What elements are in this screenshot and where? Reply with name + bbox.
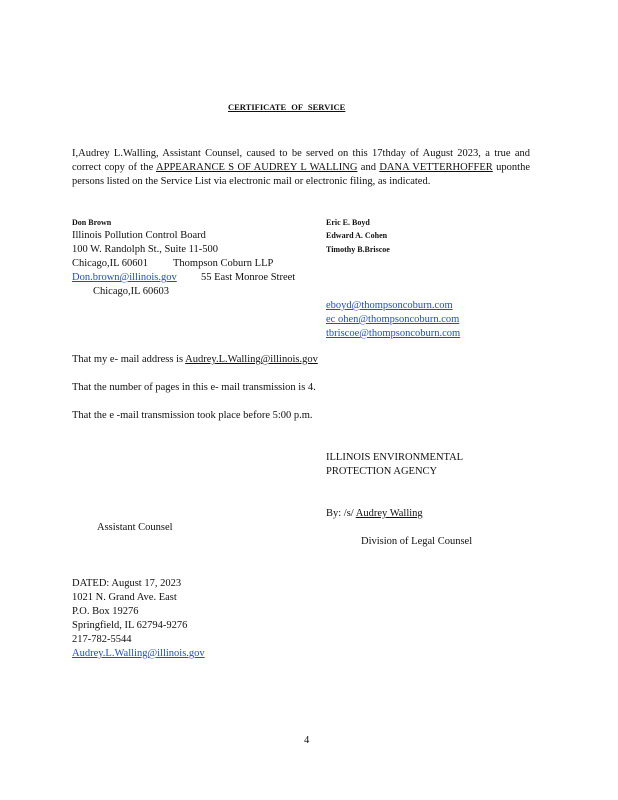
signature-name: Audrey Walling: [355, 508, 423, 519]
agency-line2: PROTECTION AGENCY: [326, 466, 438, 477]
signature-title: Assistant Counsel: [97, 522, 173, 533]
service-left-email[interactable]: Don.brown@illinois.gov: [72, 272, 177, 283]
service-right-email1[interactable]: eboyd@thompsoncoburn.com: [326, 300, 453, 311]
footer-email[interactable]: Audrey.L.Walling@illinois.gov: [72, 648, 205, 659]
service-right-name2: Edward A. Cohen: [326, 231, 388, 240]
dana-name: DANA VETTERHOFFER: [379, 162, 493, 173]
footer-addr2: P.O. Box 19276: [72, 606, 139, 617]
service-left-addr1: 100 W. Randolph St., Suite 11-500: [72, 244, 219, 255]
footer-addr1: 1021 N. Grand Ave. East: [72, 592, 177, 603]
service-left-name: Don Brown: [72, 218, 112, 227]
service-left-addr2: Chicago,IL 60601: [72, 258, 149, 269]
footer-addr3: Springfield, IL 62794-9276: [72, 620, 188, 631]
signature-division: Division of Legal Counsel: [361, 536, 473, 547]
service-right-name3: Timothy B.Briscoe: [326, 245, 390, 254]
service-right-name1: Eric E. Boyd: [326, 218, 370, 227]
intro-and: and: [357, 162, 380, 173]
certificate-title: CERTIFICATE OF SERVICE: [228, 102, 346, 112]
intro-text-1: I,Audrey L.Walling, Assistant Counsel, caused to be served on this 17thday of August 2023, a true and correct copy of the: [72, 148, 530, 173]
appearance-link-text: APPEARANCE S OF AUDREY L WALLING: [156, 162, 358, 173]
service-addr3: 55 East Monroe Street: [201, 272, 296, 283]
service-addr4: Chicago,IL 60603: [93, 286, 170, 297]
service-left-org: Illinois Pollution Control Board: [72, 230, 206, 241]
signature-by: By: /s/: [326, 508, 356, 519]
statement-email: [72, 353, 318, 367]
statement-time: That the e -mail transmission took place before 5:00 p.m.: [72, 410, 313, 421]
intro-paragraph: [72, 147, 530, 189]
statement-email-text: That my e- mail address is: [72, 354, 186, 365]
service-right-email3[interactable]: tbriscoe@thompsoncoburn.com: [326, 328, 461, 339]
page-number: 4: [304, 735, 310, 746]
service-firm: Thompson Coburn LLP: [173, 258, 274, 269]
signature-line: [326, 507, 423, 521]
service-right-email2[interactable]: ec ohen@thompsoncoburn.com: [326, 314, 460, 325]
intro-text-2: uponthe persons listed on the Service List via electronic mail or electronic filing, as indicated.: [72, 162, 530, 187]
dated-line: DATED: August 17, 2023: [72, 578, 182, 589]
statement-pages: That the number of pages in this e- mail transmission is 4.: [72, 382, 316, 393]
statement-email-address: Audrey.L.Walling@illinois.gov: [185, 354, 318, 365]
agency-line1: ILLINOIS ENVIRONMENTAL: [326, 452, 464, 463]
footer-phone: 217-782-5544: [72, 634, 132, 645]
